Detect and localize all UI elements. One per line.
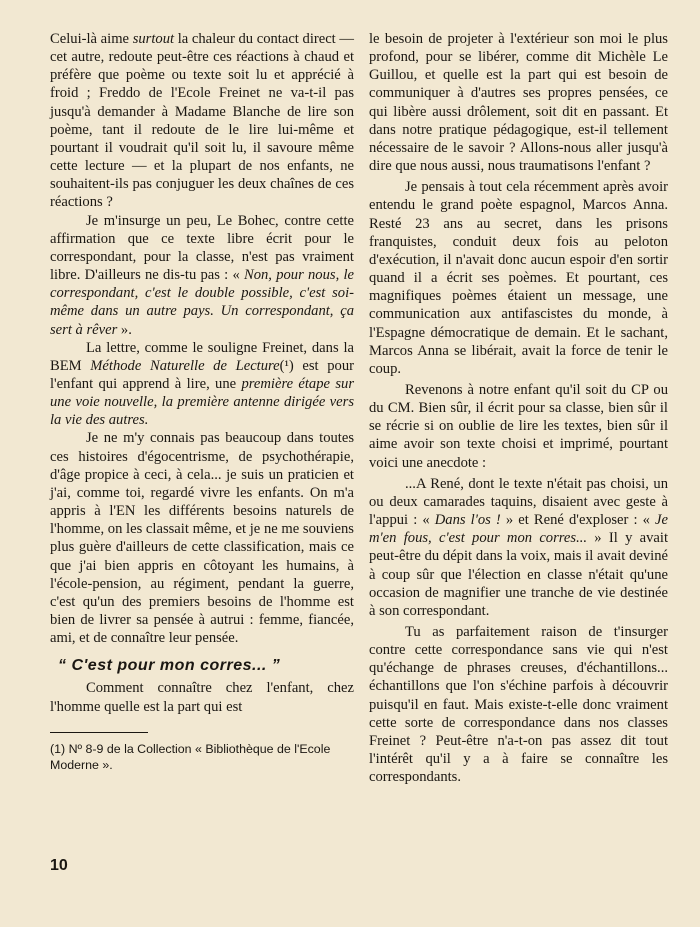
- right-column: [369, 30, 668, 786]
- paragraph: Comment connaître chez l'enfant, chez l'homme quelle est la part qui est: [50, 680, 354, 715]
- paragraph: Revenons à notre enfant qu'il soit du CP ou du CM. Bien sûr, il écrit pour sa classe, bien sûr il se récrie si on oublie de lire les textes, bien sûr il aime avoir son texte choisi et imprimé, pourtant voici une anecdote :: [369, 381, 668, 471]
- paragraph: Je ne m'y connais pas beaucoup dans toutes ces histoires d'égocentrisme, de psychothérapie, d'âge propice à ceci, à cela... je suis un praticien et j'ai, comme toi, regardé vivre les enfants. On m'a appris à l'EN les différents besoins naturels de l'homme, on les classait même, et je ne me souviens plus guère d'ailleurs de cette classification, mais ce que j'ai bien appris en côtoyant les humains, à l'école-pension, au régiment, pendant la guerre, c'est qu'un des premiers besoins de l'homme est bien de livrer sa pensée à autrui : femme, fiancée, ami, et de connaître leur pensée.: [50, 430, 354, 647]
- footnote-divider: [50, 732, 148, 733]
- paragraph: Celui-là aime surtout la chaleur du contact direct — cet autre, redoute peut-être ces réactions à chaud et préfère que poème ou texte soit lu et apprécié à froid ; Freddo de l'Ecole Freinet ne va-t-il pas jusqu'à demander à Madame Blanche de lire son poème, tant il redoute de le lire lui-même et pourtant il voudrait qu'il soit lu, il savoure même cette lecture — et la plupart de nos enfants, ne souhaitent-ils pas conjuguer les deux chaînes de ces réactions ?: [50, 31, 354, 211]
- footnote: (1) Nº 8-9 de la Collection « Bibliothèque de l'Ecole Moderne ».: [50, 741, 331, 772]
- paragraph: Je pensais à tout cela récemment après avoir entendu le grand poète espagnol, Marcos Anna. Resté 23 ans au secret, dans les prisons franquistes, conduit deux fois au peloton d'exécution, il n'avait donc aucun espoir d'en sortir quand il a écrit ses poèmes. Et pourtant, ces magnifiques poèmes étaient un message, une communication aux antifascistes du monde, à l'Espagne démocratique de demain. Et le sachant, Marcos Anna se libérait, avait la force de tenir le coup.: [369, 179, 668, 377]
- left-column: [50, 30, 354, 773]
- section-heading: “ C'est pour mon corres... ”: [58, 657, 281, 675]
- page-number: 10: [50, 857, 68, 874]
- paragraph: le besoin de projeter à l'extérieur son moi le plus profond, pour se libérer, comme dit Michèle Le Guillou, et quelle est la part qui est besoin de communiquer à d'autres ses propres pensées, ce qui libère aussi drôlement, soit dit en passant. Et dans notre pratique pédagogique, est-il tellement nécessaire de le savoir ? Allons-nous aller jusqu'à dire que nous aussi, nous traumatisons l'enfant ?: [369, 31, 668, 175]
- paragraph: Tu as parfaitement raison de t'insurger contre cette correspondance sans vie qui n'est qu'échange de phrases creuses, d'échantillons... échantillons que l'on s'échine parfois à découvrir puisqu'il en faut. Mais existe-t-elle donc vraiment cette sorte de correspondance dans nos classes Freinet ? Peut-être n'a-t-on pas assez dit tout l'intérêt qu'il y a à faire se connaître les correspondants.: [369, 624, 668, 786]
- paragraph: Je m'insurge un peu, Le Bohec, contre cette affirmation que ce texte libre écrit pour le correspondant, pour la classe, n'est pas vraiment libre. D'ailleurs ne dis-tu pas : « Non, pour nous, le correspondant, c'est le double possible, c'est soi-même dans un autre pays. Un correspondant, ça sert à rêver ».: [50, 212, 354, 338]
- paragraph: ...A René, dont le texte n'était pas choisi, un ou deux camarades taquins, disaient avec geste à l'appui : « Dans l'os ! » et René d'exploser : « Je m'en fous, c'est pour mon corres... » Il y avait peut-être du dépit dans la voix, mais il avait deviné à coup sûr que l'élection en classe n'était qu'une occasion de magnifier une tranche de vie destinée à son correspondant.: [369, 475, 668, 619]
- paragraph: La lettre, comme le souligne Freinet, dans la BEM Méthode Naturelle de Lecture(¹) est pour l'enfant qui apprend à lire, une première étape sur une voie nouvelle, la première antenne dirigée vers la vie des autres.: [50, 339, 354, 429]
